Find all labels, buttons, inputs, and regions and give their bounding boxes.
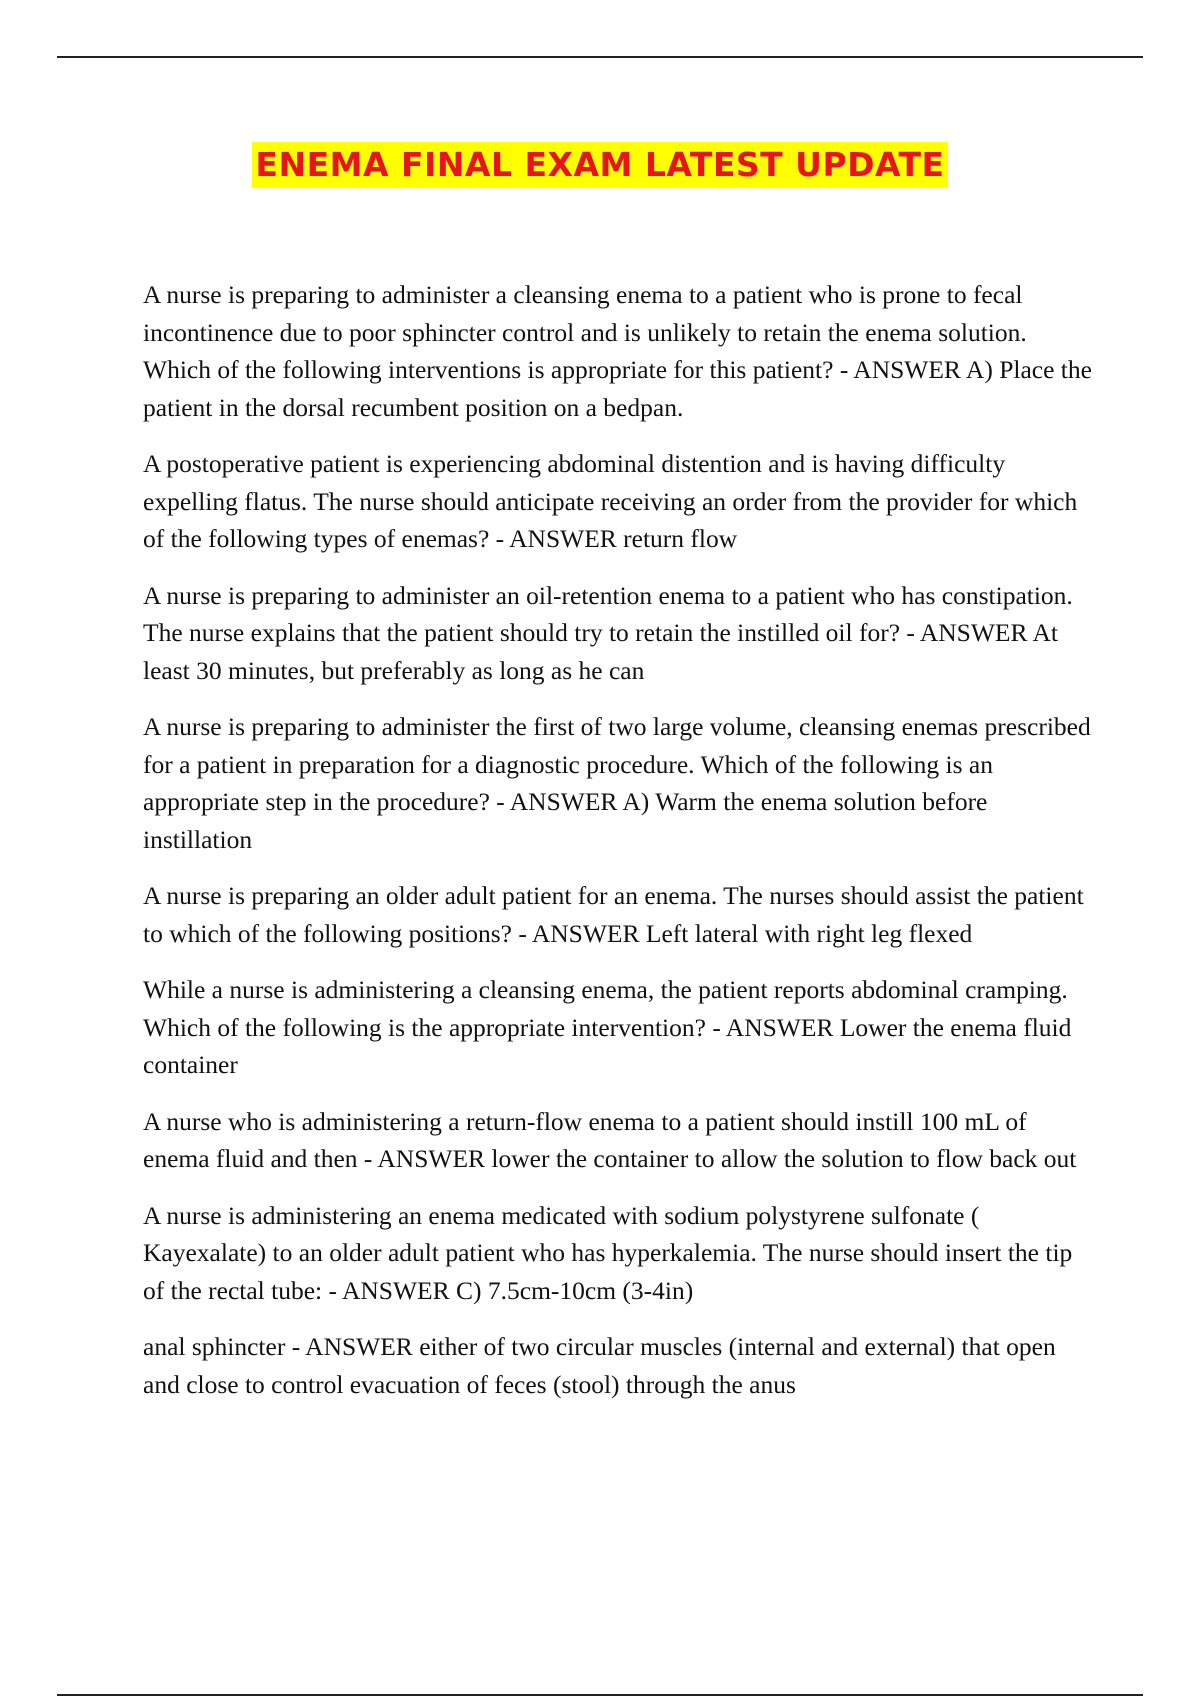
qa-list (143, 276, 1093, 1422)
qa-item-8: A nurse is administering an enema medicated with sodium polystyrene sulfonate ( Kayexalate) to an older adult patient who has hyperkalemia. The nurse should insert the tip of the rectal tube: - ANSWER C) 7.5cm-10cm (3-4in) (143, 1200, 1073, 1305)
qa-item-3: A nurse is preparing to administer an oil-retention enema to a patient who has constipation. The nurse explains that the patient should try to retain the instilled oil for? - ANSWER At least 30 minutes, but preferably as long as he can (143, 580, 1073, 685)
qa-item-2: A postoperative patient is experiencing abdominal distention and is having difficulty expelling flatus. The nurse should anticipate receiving an order from the provider for which of the following types of enemas? - ANSWER return flow (143, 449, 1078, 553)
top-divider (57, 56, 1143, 58)
qa-item-9: anal sphincter - ANSWER either of two circular muscles (internal and external) that open and close to control evacuation of feces (stool) through the anus (143, 1332, 1056, 1399)
qa-item-7: A nurse who is administering a return-flow enema to a patient should instill 100 mL of enema fluid and then - ANSWER lower the container to allow the solution to flow back out (143, 1106, 1077, 1173)
bottom-divider (57, 1694, 1143, 1696)
qa-item-4: A nurse is preparing to administer the first of two large volume, cleansing enemas prescribed for a patient in preparation for a diagnostic procedure. Which of the following is an appropriate step in the procedure? - ANSWER A) Warm the enema solution before instillation (143, 712, 1091, 854)
qa-item-5: A nurse is preparing an older adult patient for an enema. The nurses should assist the patient to which of the following positions? - ANSWER Left lateral with right leg flexed (143, 881, 1084, 948)
qa-item-6: While a nurse is administering a cleansing enema, the patient reports abdominal cramping. Which of the following is the appropriate intervention? - ANSWER Lower the enema fluid container (143, 975, 1072, 1079)
title-container (0, 142, 1200, 188)
document-title: ENEMA FINAL EXAM LATEST UPDATE (252, 142, 947, 188)
qa-item-1: A nurse is preparing to administer a cleansing enema to a patient who is prone to fecal incontinence due to poor sphincter control and is unlikely to retain the enema solution. Which of the following interventions is appropriate for this patient? - ANSWER A) Place the patient in the dorsal recumbent position on a bedpan. (143, 280, 1092, 422)
